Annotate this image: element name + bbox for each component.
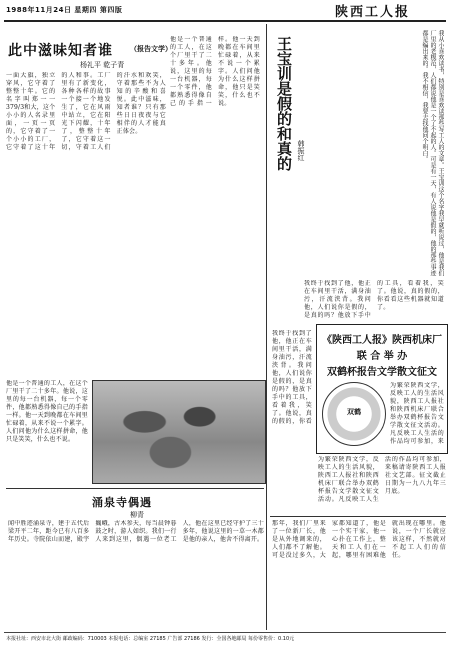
contest-seal-icon [322,382,386,446]
article-byline-mid: 柳青 [130,511,144,519]
notice-line-2: 联 合 举 办 [356,351,408,362]
article-photo [92,380,266,484]
seal-text: 双鹤 [347,407,361,416]
article-tag-left: （报告文学） [130,44,172,53]
divider-right [270,516,446,517]
bottom-rule [4,632,446,633]
top-rule [4,20,446,22]
page-footer: 本报社址：西安市北大街 邮政编码：710003 本报电话：总编室 27185 广告部 27186 发行：全国各地邮局 每份零售价：0.10元 [6,636,295,642]
column-divider [266,24,267,630]
page-header [0,0,450,20]
masthead: 陕西工人报 [334,5,410,20]
article-body-left: 一面大旗，独立穿风，它守着了整整十年。它的名字叫郑一一379/3和大，这个小小的人名录里面，一页一页的，它守着了一个小小的工厂，它守着了这十年的人和事。工厂里有了新变化，各种各样的故事一个接一个地发生了，它在风雨中站立，它在阳光下闪耀，十年了，整整十年了，它守着这一切，守着工人们的汗水和欢笑，守着那些不为人知的辛酸和喜悦。此中滋味，知者谁？只有那些日日夜夜与它相伴的人才能真正体会。 [6,72,166,151]
article-body-mid: 闻中胜迹涌泉寺，建于五代后梁开平二年，距今已有八百多年历史。寺院依山而建，殿宇巍峨，古木参天，每当晨钟暮鼓之时，游人如织。我们一行人来到这里，偶遇一位老工人，他在这里已经守护了三十多年，他说这里的一草一木都是他的亲人，他舍不得离开。 [8,520,264,543]
article-body-left-cont: 他是一个普通的工人，在这个厂里干了二十多年。他说，这里的每一台机器，每一个零件，他都熟悉得像自己的手指一样。他一天到晚都在车间里忙碌着，从来不说一个累字。人们问他为什么这样拼命，他只是笑笑，什么也不说。 [170,36,260,107]
issue-date: 1988年11月24日 星期四 第四版 [6,6,123,14]
notice-line-3: 双鹤杯报告文学散文征文 [327,367,437,378]
article-body-left-bottom: 他是一个普通的工人，在这个厂里干了二十多年。他说，这里的每一台机器，每一个零件，他都熟悉得像自己的手指一样。他一天到晚都在车间里忙碌着，从来不说一个累字。人们问他为什么这样拼命，他只是笑笑，什么也不说。 [6,380,88,443]
article-byline-right: 韩振红 [297,140,305,161]
notice-body-cont: 为繁荣陕西文学，反映工人的生活风貌，陕西工人报社和陕西机床厂联合举办双鹤杯报告文学散文征文活动。凡反映工人生活的作品均可参加，来稿请寄陕西工人报社文艺部。征文截止日期为一九八九年三月底。 [318,456,446,503]
article-title-right: 王宝训是假的和真的 [275,36,293,171]
article-body-right-cont: 我终于找到了他，他正在车间里干活，满身油污，汗流浃背。我问他，人们说你是假的，是真的吗？他放下手中的工具，看着我，笑了。他说，真的假的，你看看这些机器就知道了。 [304,280,444,319]
notice-body: 为繁荣陕西文学，反映工人的生活风貌，陕西工人报社和陕西机床厂联合举办双鹤杯报告文学散文征文活动。凡反映工人生活的作品均可参加，来 [390,382,444,445]
notice-line-1: 《陕西工人报》陕西机床厂 [322,335,442,346]
article-title-mid: 涌泉寺偶遇 [92,496,152,509]
article-body-right: 我从小喜欢读书，特别是喜欢读那些写工人的文章。王宝训这个名字我早就听说过，他是我们厂里的老模范，人们都说他是一个了不起的人。可是有一天，有人说他是假的，他的那些事迹都是编出来的。我不相信，我要去找他问个明白。 [421,30,444,276]
article-body-right-side: 我终于找到了他，他正在车间里干活，满身油污，汗流浃背。我问他，人们说你是假的，是真的吗？他放下手中的工具，看着我，笑了。他说，真的假的，你看 [272,330,312,425]
article-byline-left: 杨礼平 乾子青 [80,61,125,69]
article-body-bottom-right: 那年，我们厂里来了一位新厂长，他是从外地调来的，人们都不了解他。可是没过多久，大家都知道了，他是一个实干家，他一心扑在工作上，整天和工人们在一起，哪里有困难他就出现在哪里。他说，一个厂长就应该这样，不然就对不起工人们的信任。 [272,520,446,559]
divider-mid [6,488,264,489]
article-title-left: 此中滋味知者谁 [8,43,113,59]
